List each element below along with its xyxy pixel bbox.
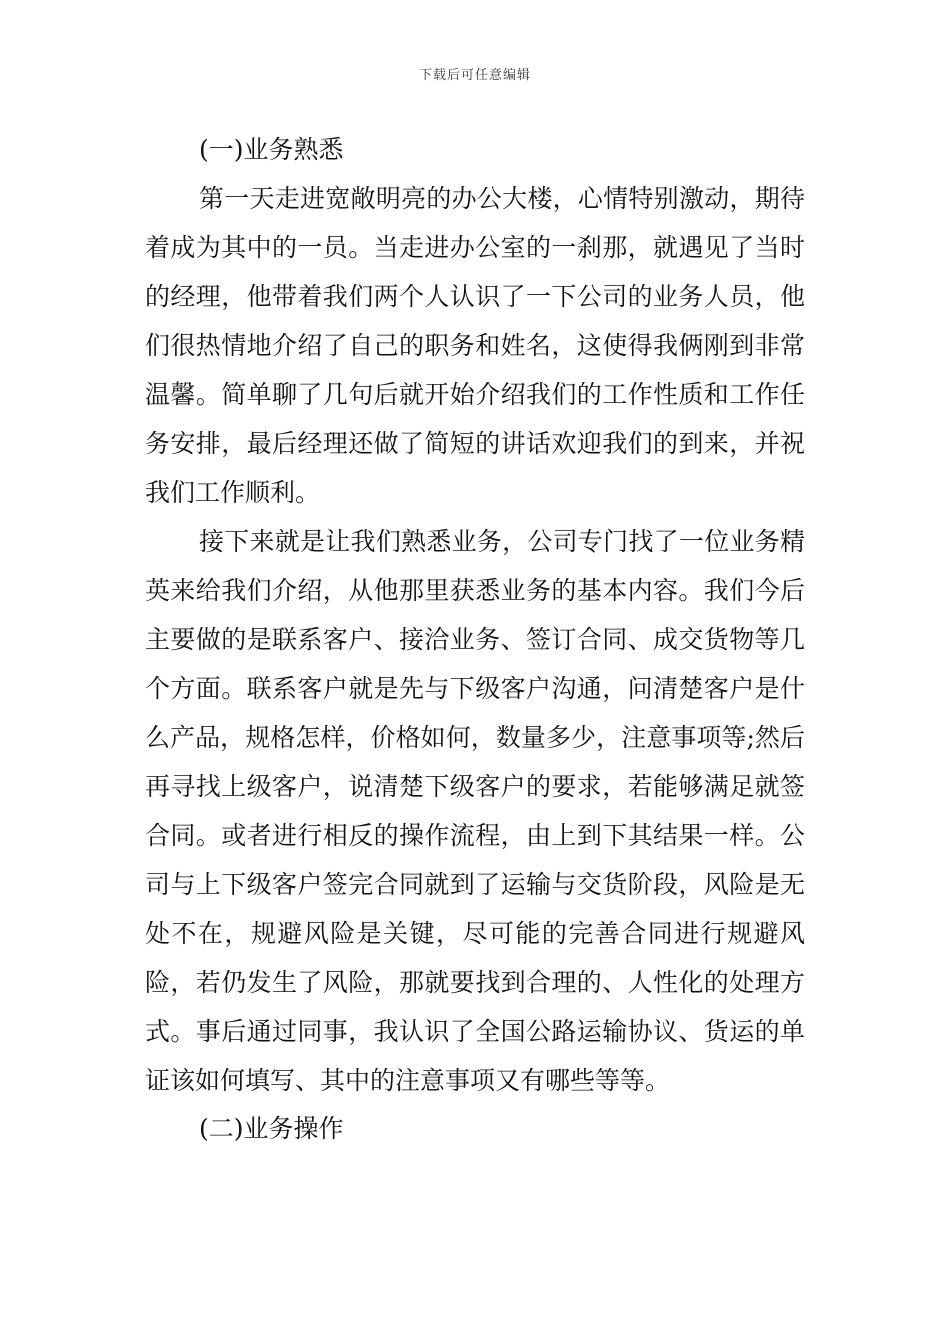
section-heading-2: (二)业务操作 <box>199 1114 344 1143</box>
paragraph-1: 第一天走进宽敞明亮的办公大楼，心情特别激动，期待着成为其中的一员。当走进办公室的一刹那，就遇见了当时的经理，他带着我们两个人认识了一下公司的业务人员，他们很热情地介绍了自己的职务和姓名，这使得我俩刚到非常温馨。简单聊了几句后就开始介绍我们的工作性质和工作任务安排，最后经理还做了简短的讲话欢迎我们的到来，并祝我们工作顺利。 <box>145 184 805 507</box>
section-heading-1: (一)业务熟悉 <box>199 135 344 164</box>
paragraph-2: 接下来就是让我们熟悉业务，公司专门找了一位业务精英来给我们介绍，从他那里获悉业务的基本内容。我们今后主要做的是联系客户、接洽业务、签订合同、成交货物等几个方面。联系客户就是先与下级客户沟通，问清楚客户是什么产品，规格怎样，价格如何，数量多少，注意事项等;然后再寻找上级客户，说清楚下级客户的要求，若能够满足就签合同。或者进行相反的操作流程，由上到下其结果一样。公司与上下级客户签完合同就到了运输与交货阶段，风险是无处不在，规避风险是关键，尽可能的完善合同进行规避风险，若仍发生了风险，那就要找到合理的、人性化的处理方式。事后通过同事，我认识了全国公路运输协议、货运的单证该如何填写、其中的注意事项又有哪些等等。 <box>145 527 805 1095</box>
page-header: 下载后可任意编辑 <box>418 68 531 83</box>
document-body <box>145 126 805 1153</box>
